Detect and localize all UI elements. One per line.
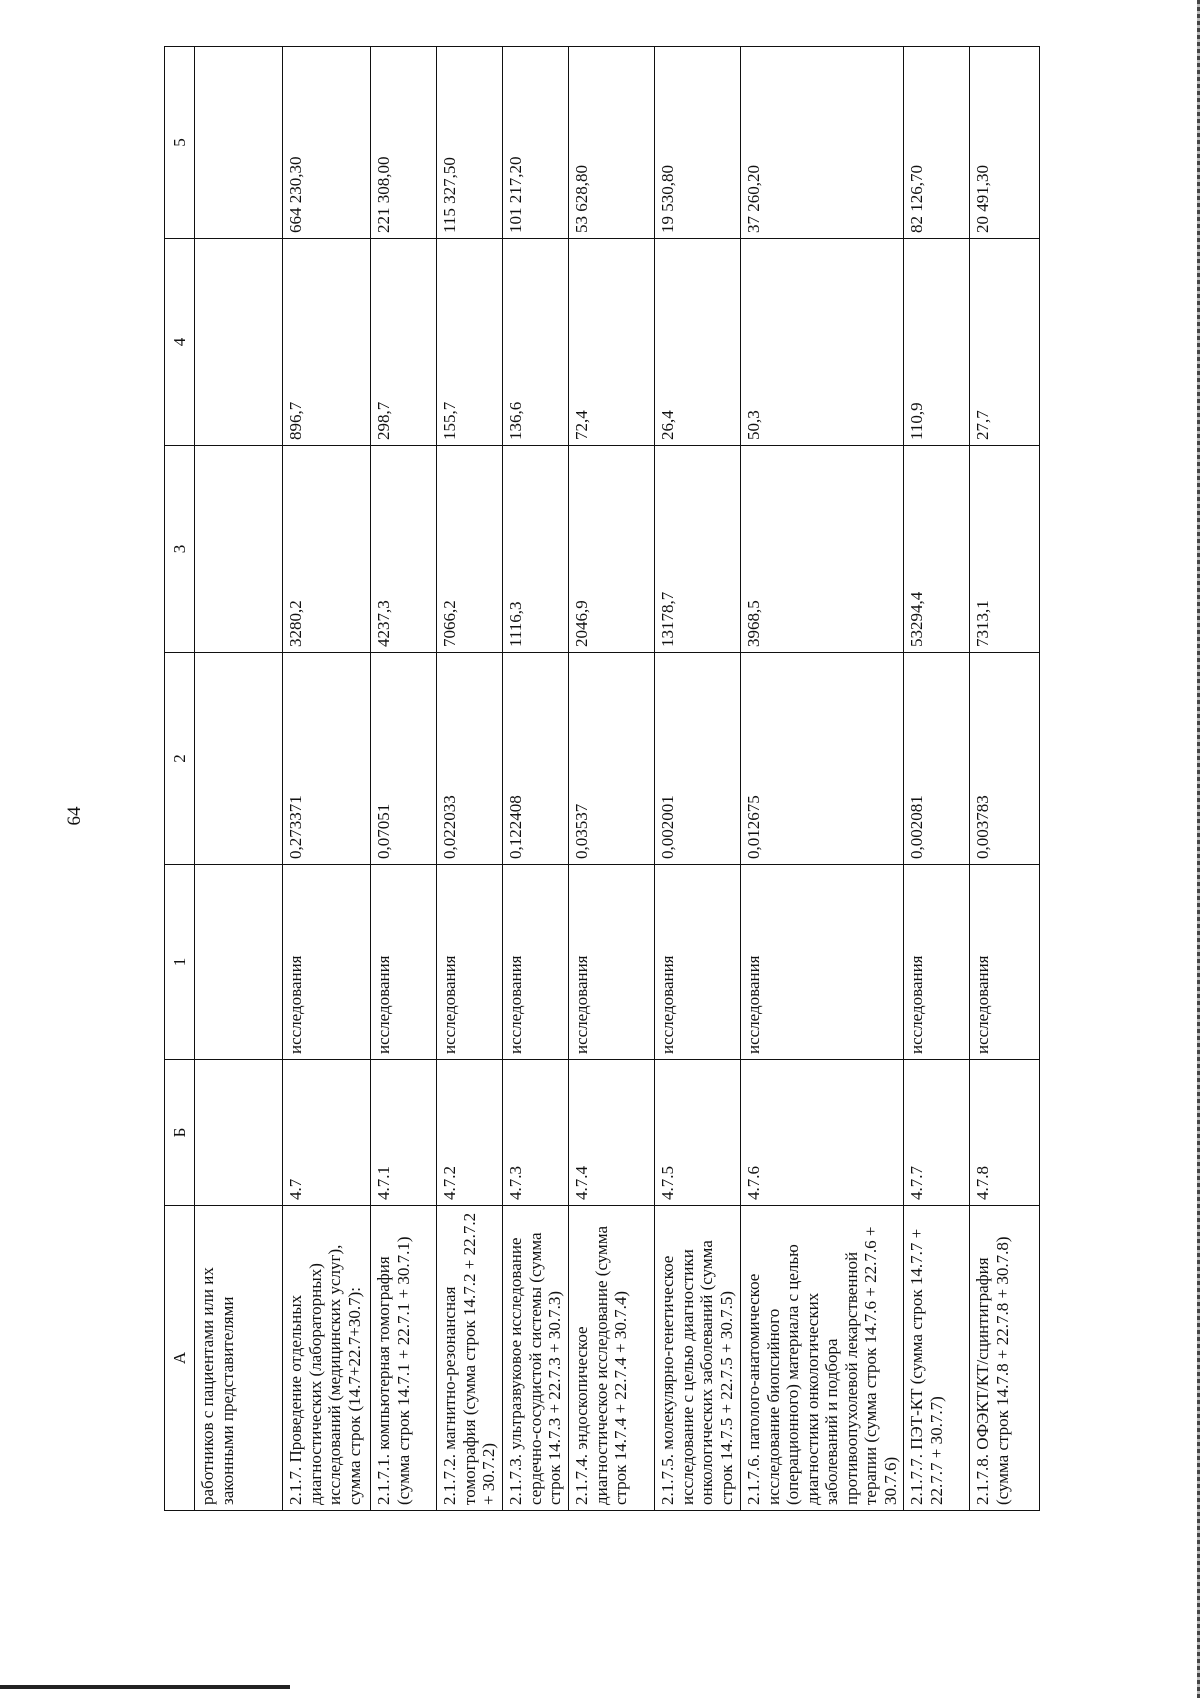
cell-value-2: 0,07051	[371, 653, 437, 865]
table-row	[970, 47, 1040, 1511]
data-table	[164, 46, 1040, 1511]
cell-value-2: 0,03537	[569, 653, 655, 865]
cell-value-5: 101 217,20	[503, 47, 569, 239]
cell-value-4: 72,4	[569, 239, 655, 446]
cell-description: 2.1.7. Проведение отдельных диагностических (лабораторных) исследований (медицинских услуг), сумма строк (14.7+22.7+30.7):	[283, 1206, 371, 1511]
cell-value-5: 82 126,70	[904, 47, 970, 239]
table-row	[741, 47, 904, 1511]
cell-value-2: 0,002081	[904, 653, 970, 865]
cell-value-5: 53 628,80	[569, 47, 655, 239]
cell-row-code: 4.7.4	[569, 1060, 655, 1206]
cell-value-2	[195, 653, 283, 865]
cell-value-2: 0,122408	[503, 653, 569, 865]
cell-value-3: 3280,2	[283, 446, 371, 653]
cell-value-5: 19 530,80	[655, 47, 741, 239]
cell-description: 2.1.7.4. эндоскопическое диагностическое исследование (сумма строк 14.7.4 + 22.7.4 + 30.7.4)	[569, 1206, 655, 1511]
cell-unit: исследования	[741, 865, 904, 1060]
table-row	[904, 47, 970, 1511]
cell-unit	[195, 865, 283, 1060]
table-row	[283, 47, 371, 1511]
header-cell-b: Б	[165, 1060, 195, 1206]
table-row	[655, 47, 741, 1511]
cell-value-3: 7066,2	[437, 446, 503, 653]
cell-value-2: 0,022033	[437, 653, 503, 865]
header-cell-4: 4	[165, 239, 195, 446]
cell-row-code: 4.7.2	[437, 1060, 503, 1206]
header-cell-a: А	[165, 1206, 195, 1511]
cell-value-3: 53294,4	[904, 446, 970, 653]
cell-row-code	[195, 1060, 283, 1206]
cell-unit: исследования	[503, 865, 569, 1060]
cell-unit: исследования	[437, 865, 503, 1060]
cell-unit: исследования	[655, 865, 741, 1060]
cell-value-5: 115 327,50	[437, 47, 503, 239]
cell-value-3: 3968,5	[741, 446, 904, 653]
table-row	[437, 47, 503, 1511]
cell-value-3: 1116,3	[503, 446, 569, 653]
cell-description: работников с пациентами или их законными представителями	[195, 1206, 283, 1511]
cell-value-4: 110,9	[904, 239, 970, 446]
cell-value-3	[195, 446, 283, 653]
cell-row-code: 4.7.1	[371, 1060, 437, 1206]
header-cell-2: 2	[165, 653, 195, 865]
cell-unit: исследования	[569, 865, 655, 1060]
cell-value-5: 20 491,30	[970, 47, 1040, 239]
cell-value-3: 13178,7	[655, 446, 741, 653]
table-row	[569, 47, 655, 1511]
cell-row-code: 4.7	[283, 1060, 371, 1206]
table-row	[503, 47, 569, 1511]
cell-value-2: 0,003783	[970, 653, 1040, 865]
cell-value-2: 0,273371	[283, 653, 371, 865]
cell-description: 2.1.7.7. ПЭТ-КТ (сумма строк 14.7.7 + 22.7.7 + 30.7.7)	[904, 1206, 970, 1511]
cell-description: 2.1.7.5. молекулярно-генетическое исследование с целью диагностики онкологических заболеваний (сумма строк 14.7.5 + 22.7.5 + 30.7.5)	[655, 1206, 741, 1511]
header-cell-1: 1	[165, 865, 195, 1060]
cell-unit: исследования	[371, 865, 437, 1060]
cell-value-3: 4237,3	[371, 446, 437, 653]
cell-value-4: 50,3	[741, 239, 904, 446]
cell-value-3: 2046,9	[569, 446, 655, 653]
cell-description: 2.1.7.2. магнитно-резонансная томография (сумма строк 14.7.2 + 22.7.2 + 30.7.2)	[437, 1206, 503, 1511]
cell-value-4: 136,6	[503, 239, 569, 446]
cell-value-5	[195, 47, 283, 239]
table-row	[195, 47, 283, 1511]
cell-row-code: 4.7.3	[503, 1060, 569, 1206]
cell-unit: исследования	[283, 865, 371, 1060]
cell-value-5: 221 308,00	[371, 47, 437, 239]
cell-row-code: 4.7.6	[741, 1060, 904, 1206]
cell-value-4: 896,7	[283, 239, 371, 446]
cell-value-4: 26,4	[655, 239, 741, 446]
cell-value-4: 298,7	[371, 239, 437, 446]
table-header-row	[165, 47, 195, 1511]
cell-description: 2.1.7.6. патолого-анатомическое исследование биопсийного (операционного) материала с целью диагностики онкологических заболеваний и подбора противоопухолевой лекарственной терапии (сумма строк 14.7.6 + 22.7.6 + 30.7.6)	[741, 1206, 904, 1511]
table-row	[371, 47, 437, 1511]
cell-unit: исследования	[904, 865, 970, 1060]
cell-description: 2.1.7.1. компьютерная томография (сумма строк 14.7.1 + 22.7.1 + 30.7.1)	[371, 1206, 437, 1511]
rotated-table-frame	[164, 47, 1032, 1511]
cell-description: 2.1.7.8. ОФЭКТ/КТ/сцинтиграфия (сумма строк 14.7.8 + 22.7.8 + 30.7.8)	[970, 1206, 1040, 1511]
page-number: 64	[64, 806, 85, 826]
cell-row-code: 4.7.8	[970, 1060, 1040, 1206]
header-cell-5: 5	[165, 47, 195, 239]
cell-value-5: 664 230,30	[283, 47, 371, 239]
cell-row-code: 4.7.7	[904, 1060, 970, 1206]
bottom-rule	[0, 1685, 290, 1689]
cell-value-4: 155,7	[437, 239, 503, 446]
header-cell-3: 3	[165, 446, 195, 653]
cell-value-2: 0,012675	[741, 653, 904, 865]
cell-unit: исследования	[970, 865, 1040, 1060]
cell-value-4	[195, 239, 283, 446]
cell-value-2: 0,002001	[655, 653, 741, 865]
cell-value-5: 37 260,20	[741, 47, 904, 239]
cell-description: 2.1.7.3. ультразвуковое исследование сердечно-сосудистой системы (сумма строк 14.7.3 + 22.7.3 + 30.7.3)	[503, 1206, 569, 1511]
cell-value-3: 7313,1	[970, 446, 1040, 653]
cell-value-4: 27,7	[970, 239, 1040, 446]
rotated-table-container	[164, 47, 1032, 1511]
cell-row-code: 4.7.5	[655, 1060, 741, 1206]
